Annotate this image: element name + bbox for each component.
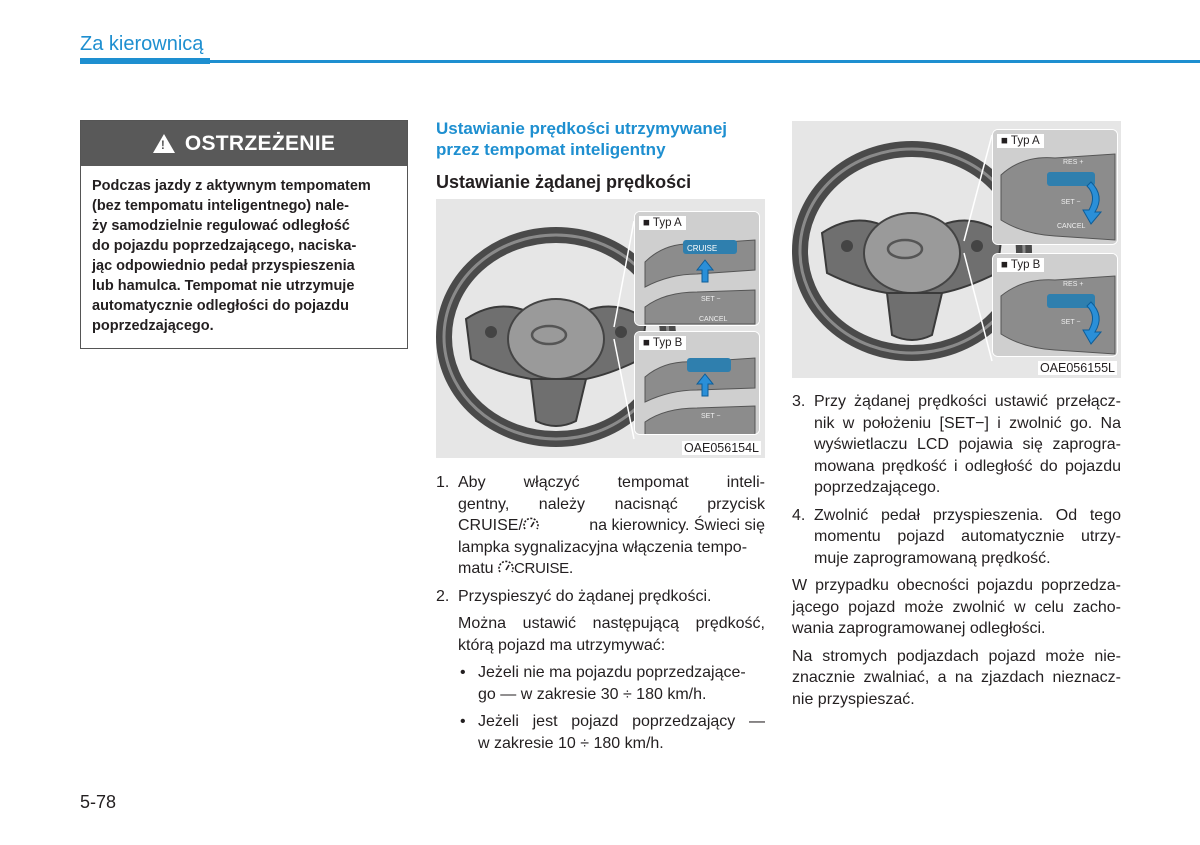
page-number: 5-78 [80,792,117,812]
warning-icon: ! [153,134,175,153]
warning-text [81,166,407,336]
step-number: 2. [436,587,450,605]
step-number: 4. [792,506,806,524]
step-line: Można ustawić następującą prędkość, [458,615,765,632]
inset-type-a [992,129,1118,245]
cancel-button-label: CANCEL [699,316,728,323]
paragraph-line: nie przyspieszać. [792,690,915,708]
warning-line: automatycznie odległości do pojazdu [92,298,349,314]
step-4 [792,505,1121,570]
paragraph [792,575,1121,640]
inset-type-b [992,253,1118,357]
bullet-line: Jeżeli jest pojazd poprzedzający — [478,713,765,730]
inset-type-a [634,211,760,326]
section-title-line: Ustawianie prędkości utrzymywanej [436,119,727,138]
step-number: 3. [792,393,806,410]
step-number: 1. [436,474,450,491]
set-button-label: SET − [1061,319,1081,326]
bullet-line: w zakresie 10 ÷ 180 km/h. [478,734,664,752]
instructions-right [792,391,1121,710]
warning-header [81,121,407,166]
res-button-label: RES + [1063,281,1084,288]
steering-wheel-figure-1 [436,199,765,458]
header-rule-accent [80,58,210,64]
bullet-line: Jeżeli nie ma pojazdu poprzedzające- [478,664,746,681]
step-1 [436,472,765,580]
step-3 [792,391,1121,499]
paragraph-line: jącego pojazd może zwolnić w celu zacho- [792,598,1121,616]
inset-label-type-b: ■ Typ B [639,336,686,350]
section-title-line: przez tempomat inteligentny [436,140,666,159]
figure-code: OAE056154L [683,441,759,455]
bullet-item [436,662,765,705]
step-line: muje zaprogramowaną prędkość. [814,549,1051,567]
warning-title: OSTRZEŻENIE [184,131,336,155]
warning-line: poprzedzającego. [92,318,214,334]
inset-type-b [634,331,760,435]
set-button-label: SET − [701,296,721,303]
step-line: gentny, należy nacisnąć przycisk [458,495,765,513]
step-line-text: matu [458,560,499,577]
cruise-indicator-icon [498,560,514,574]
section-title [436,118,756,160]
cruise-indicator-label: CRUISE [514,560,569,577]
warning-line: (bez tempomatu inteligentnego) nale- [92,198,349,214]
bullet-dot: • [460,713,466,730]
warning-box [80,120,408,349]
step-line [458,515,765,537]
step-line: momentu pojazd automatycznie utrzy- [814,528,1121,545]
warning-line: jąc odpowiednio pedał przyspieszenia [92,258,355,274]
instructions-left [436,472,765,754]
set-button-label: SET − [701,413,721,420]
warning-line: lub hamulca. Tempomat nie utrzymuje [92,278,355,294]
step-line: Zwolnić pedał przyspieszenia. Od tego [814,506,1121,524]
paragraph [792,646,1121,711]
header-rule [80,60,1200,63]
step-line [458,558,765,580]
steering-wheel-figure-2 [792,121,1121,378]
step-line: nik w położeniu [SET−] i zwolnić go. Na [814,414,1121,432]
step-line: poprzedzającego. [814,479,941,496]
cruise-text: CRUISE/ [458,517,523,534]
cruise-icon [523,517,539,531]
cancel-button-label: CANCEL [1057,223,1086,230]
bullet-item [436,711,765,754]
step-line-end: . [568,560,574,577]
paragraph-line: W przypadku obecności pojazdu poprzedza- [792,577,1121,594]
paragraph-line: Na stromych podjazdach pojazd może nie- [792,647,1121,665]
warning-line: do pojazdu poprzedzającego, naciska- [92,238,357,254]
figure-code: OAE056155L [1039,361,1115,375]
inset-label-type-a: ■ Typ A [997,134,1044,148]
inset-label-type-b: ■ Typ B [997,258,1044,272]
res-button-label: RES + [1063,159,1084,166]
step-2 [436,586,765,657]
cruise-button-label: CRUISE [687,244,718,253]
warning-line: ży samodzielnie regulować odległość [92,218,350,234]
paragraph-line: znacznie zwalniać, a na zjazdach nieznacz- [792,669,1121,686]
step-line: mowana prędkość i odległość do pojazdu [814,457,1121,475]
set-button-label: SET − [1061,199,1081,206]
step-line: wyświetlaczu LCD pojawia się zaprogra- [814,436,1121,453]
warning-line: Podczas jazdy z aktywnym tempomatem [92,178,371,194]
chapter-title: Za kierownicą [80,33,204,55]
inset-label-type-a: ■ Typ A [639,216,686,230]
step-line: lampka sygnalizacyjna włączenia tempo- [458,538,748,556]
paragraph-line: wania zaprogramowanej odległości. [792,620,1046,637]
bullet-dot: • [460,664,466,681]
subsection-title: Ustawianie żądanej prędkości [436,172,692,192]
bullet-line: go — w zakresie 30 ÷ 180 km/h. [478,685,707,703]
step-line: Przyspieszyć do żądanej prędkości. [458,587,712,605]
step-line-rest: na kierownicy. Świeci się [589,517,765,534]
step-line: Aby włączyć tempomat inteli- [458,474,765,491]
step-line: którą pojazd ma utrzymywać: [458,636,666,654]
step-line: Przy żądanej prędkości ustawić przełącz- [814,393,1121,410]
